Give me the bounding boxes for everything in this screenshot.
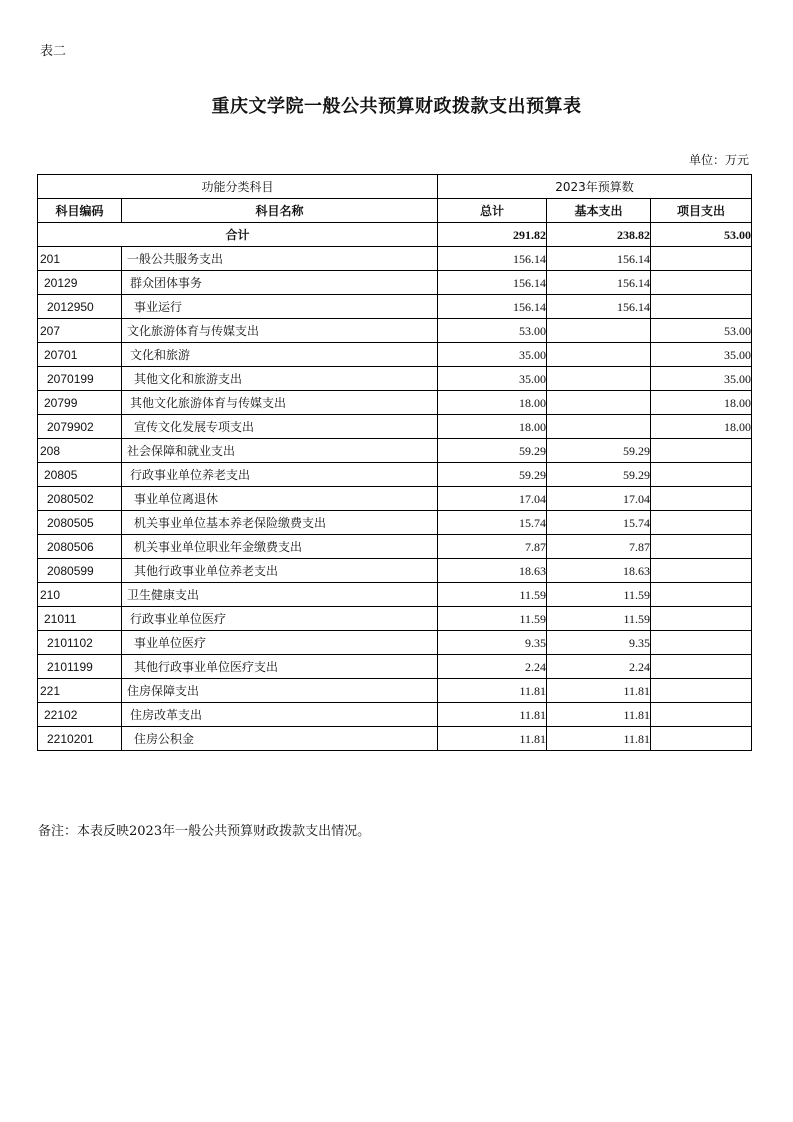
- row-basic: 11.81: [547, 703, 651, 727]
- row-name: 机关事业单位基本养老保险缴费支出: [122, 511, 438, 535]
- row-project: [651, 655, 752, 679]
- total-basic: 238.82: [547, 223, 651, 247]
- row-name: 宣传文化发展专项支出: [122, 415, 438, 439]
- row-code: 221: [38, 679, 122, 703]
- row-name: 文化和旅游: [122, 343, 438, 367]
- total-label: 合计: [38, 223, 438, 247]
- row-basic: [547, 415, 651, 439]
- row-total: 11.59: [438, 607, 547, 631]
- row-basic: 11.81: [547, 727, 651, 751]
- table-number-label: 表二: [40, 44, 67, 59]
- row-name: 行政事业单位养老支出: [122, 463, 438, 487]
- unit-label: 单位：万元: [688, 153, 749, 167]
- table-row: [38, 727, 752, 751]
- table-row: [38, 343, 752, 367]
- row-project: 53.00: [651, 319, 752, 343]
- row-code: 2101102: [38, 631, 122, 655]
- row-name: 住房改革支出: [122, 703, 438, 727]
- row-name: 其他文化和旅游支出: [122, 367, 438, 391]
- row-total: 11.59: [438, 583, 547, 607]
- row-name: 文化旅游体育与传媒支出: [122, 319, 438, 343]
- table-row: [38, 463, 752, 487]
- row-total: 11.81: [438, 679, 547, 703]
- row-project: 18.00: [651, 415, 752, 439]
- row-basic: 18.63: [547, 559, 651, 583]
- row-code: 2012950: [38, 295, 122, 319]
- row-code: 201: [38, 247, 122, 271]
- row-code: 21011: [38, 607, 122, 631]
- table-row: [38, 583, 752, 607]
- row-total: 156.14: [438, 295, 547, 319]
- row-project: [651, 271, 752, 295]
- row-code: 2080505: [38, 511, 122, 535]
- row-project: [651, 463, 752, 487]
- row-project: [651, 583, 752, 607]
- row-basic: 156.14: [547, 295, 651, 319]
- row-basic: 156.14: [547, 271, 651, 295]
- row-code: 20805: [38, 463, 122, 487]
- row-code: 210: [38, 583, 122, 607]
- row-code: 20701: [38, 343, 122, 367]
- row-code: 2101199: [38, 655, 122, 679]
- table-row: [38, 271, 752, 295]
- table-row: [38, 391, 752, 415]
- row-project: 35.00: [651, 367, 752, 391]
- row-total: 7.87: [438, 535, 547, 559]
- row-project: [651, 703, 752, 727]
- table-row: [38, 487, 752, 511]
- table-row: [38, 511, 752, 535]
- row-name: 卫生健康支出: [122, 583, 438, 607]
- row-name: 住房保障支出: [122, 679, 438, 703]
- row-total: 35.00: [438, 367, 547, 391]
- row-project: 35.00: [651, 343, 752, 367]
- row-name: 事业单位医疗: [122, 631, 438, 655]
- header-project: 项目支出: [651, 199, 752, 223]
- row-project: [651, 439, 752, 463]
- row-total: 18.00: [438, 415, 547, 439]
- row-name: 事业单位离退休: [122, 487, 438, 511]
- row-name: 一般公共服务支出: [122, 247, 438, 271]
- row-name: 机关事业单位职业年金缴费支出: [122, 535, 438, 559]
- table-row: [38, 655, 752, 679]
- row-code: 2210201: [38, 727, 122, 751]
- total-project: 53.00: [651, 223, 752, 247]
- header-function-class: 功能分类科目: [38, 175, 438, 199]
- table-row: [38, 439, 752, 463]
- row-name: 群众团体事务: [122, 271, 438, 295]
- row-project: [651, 247, 752, 271]
- table-row: [38, 607, 752, 631]
- row-basic: 11.59: [547, 583, 651, 607]
- row-project: [651, 295, 752, 319]
- row-code: 207: [38, 319, 122, 343]
- header-basic: 基本支出: [547, 199, 651, 223]
- row-total: 15.74: [438, 511, 547, 535]
- row-code: 208: [38, 439, 122, 463]
- header-code: 科目编码: [38, 199, 122, 223]
- row-name: 其他行政事业单位医疗支出: [122, 655, 438, 679]
- row-code: 2080599: [38, 559, 122, 583]
- total-row: [38, 223, 752, 247]
- header-row-columns: [38, 199, 752, 223]
- row-name: 其他行政事业单位养老支出: [122, 559, 438, 583]
- row-total: 59.29: [438, 439, 547, 463]
- row-name: 社会保障和就业支出: [122, 439, 438, 463]
- table-row: [38, 367, 752, 391]
- table-row: [38, 559, 752, 583]
- row-code: 22102: [38, 703, 122, 727]
- row-basic: [547, 391, 651, 415]
- table-row: [38, 415, 752, 439]
- total-amount: 291.82: [438, 223, 547, 247]
- row-name: 事业运行: [122, 295, 438, 319]
- header-budget-year: 2023年预算数: [438, 175, 752, 199]
- row-total: 53.00: [438, 319, 547, 343]
- table-row: [38, 319, 752, 343]
- row-basic: 2.24: [547, 655, 651, 679]
- row-total: 11.81: [438, 703, 547, 727]
- row-code: 20129: [38, 271, 122, 295]
- row-total: 17.04: [438, 487, 547, 511]
- row-basic: [547, 343, 651, 367]
- row-code: 2080502: [38, 487, 122, 511]
- row-total: 11.81: [438, 727, 547, 751]
- row-code: 2080506: [38, 535, 122, 559]
- row-total: 156.14: [438, 271, 547, 295]
- table-row: [38, 631, 752, 655]
- row-name: 住房公积金: [122, 727, 438, 751]
- row-project: [651, 607, 752, 631]
- table-row: [38, 295, 752, 319]
- row-basic: 7.87: [547, 535, 651, 559]
- header-total: 总计: [438, 199, 547, 223]
- header-row-group: [38, 175, 752, 199]
- row-name: 行政事业单位医疗: [122, 607, 438, 631]
- row-code: 2070199: [38, 367, 122, 391]
- row-total: 35.00: [438, 343, 547, 367]
- row-basic: 15.74: [547, 511, 651, 535]
- row-project: [651, 727, 752, 751]
- table-row: [38, 247, 752, 271]
- row-code: 20799: [38, 391, 122, 415]
- row-basic: 156.14: [547, 247, 651, 271]
- row-basic: [547, 367, 651, 391]
- table-row: [38, 535, 752, 559]
- row-total: 59.29: [438, 463, 547, 487]
- row-total: 18.63: [438, 559, 547, 583]
- row-code: 2079902: [38, 415, 122, 439]
- row-basic: 59.29: [547, 463, 651, 487]
- row-project: [651, 559, 752, 583]
- document-title: 重庆文学院一般公共预算财政拨款支出预算表: [211, 96, 582, 117]
- row-project: 18.00: [651, 391, 752, 415]
- header-name: 科目名称: [122, 199, 438, 223]
- row-basic: 11.59: [547, 607, 651, 631]
- row-basic: 59.29: [547, 439, 651, 463]
- row-basic: [547, 319, 651, 343]
- row-total: 9.35: [438, 631, 547, 655]
- row-project: [651, 487, 752, 511]
- row-project: [651, 679, 752, 703]
- row-total: 18.00: [438, 391, 547, 415]
- row-basic: 9.35: [547, 631, 651, 655]
- table-row: [38, 679, 752, 703]
- budget-table: [37, 174, 752, 751]
- table-row: [38, 703, 752, 727]
- row-total: 2.24: [438, 655, 547, 679]
- row-project: [651, 511, 752, 535]
- footnote: 备注：本表反映2023年一般公共预算财政拨款支出情况。: [38, 824, 371, 839]
- row-basic: 11.81: [547, 679, 651, 703]
- row-project: [651, 631, 752, 655]
- row-total: 156.14: [438, 247, 547, 271]
- row-basic: 17.04: [547, 487, 651, 511]
- row-project: [651, 535, 752, 559]
- row-name: 其他文化旅游体育与传媒支出: [122, 391, 438, 415]
